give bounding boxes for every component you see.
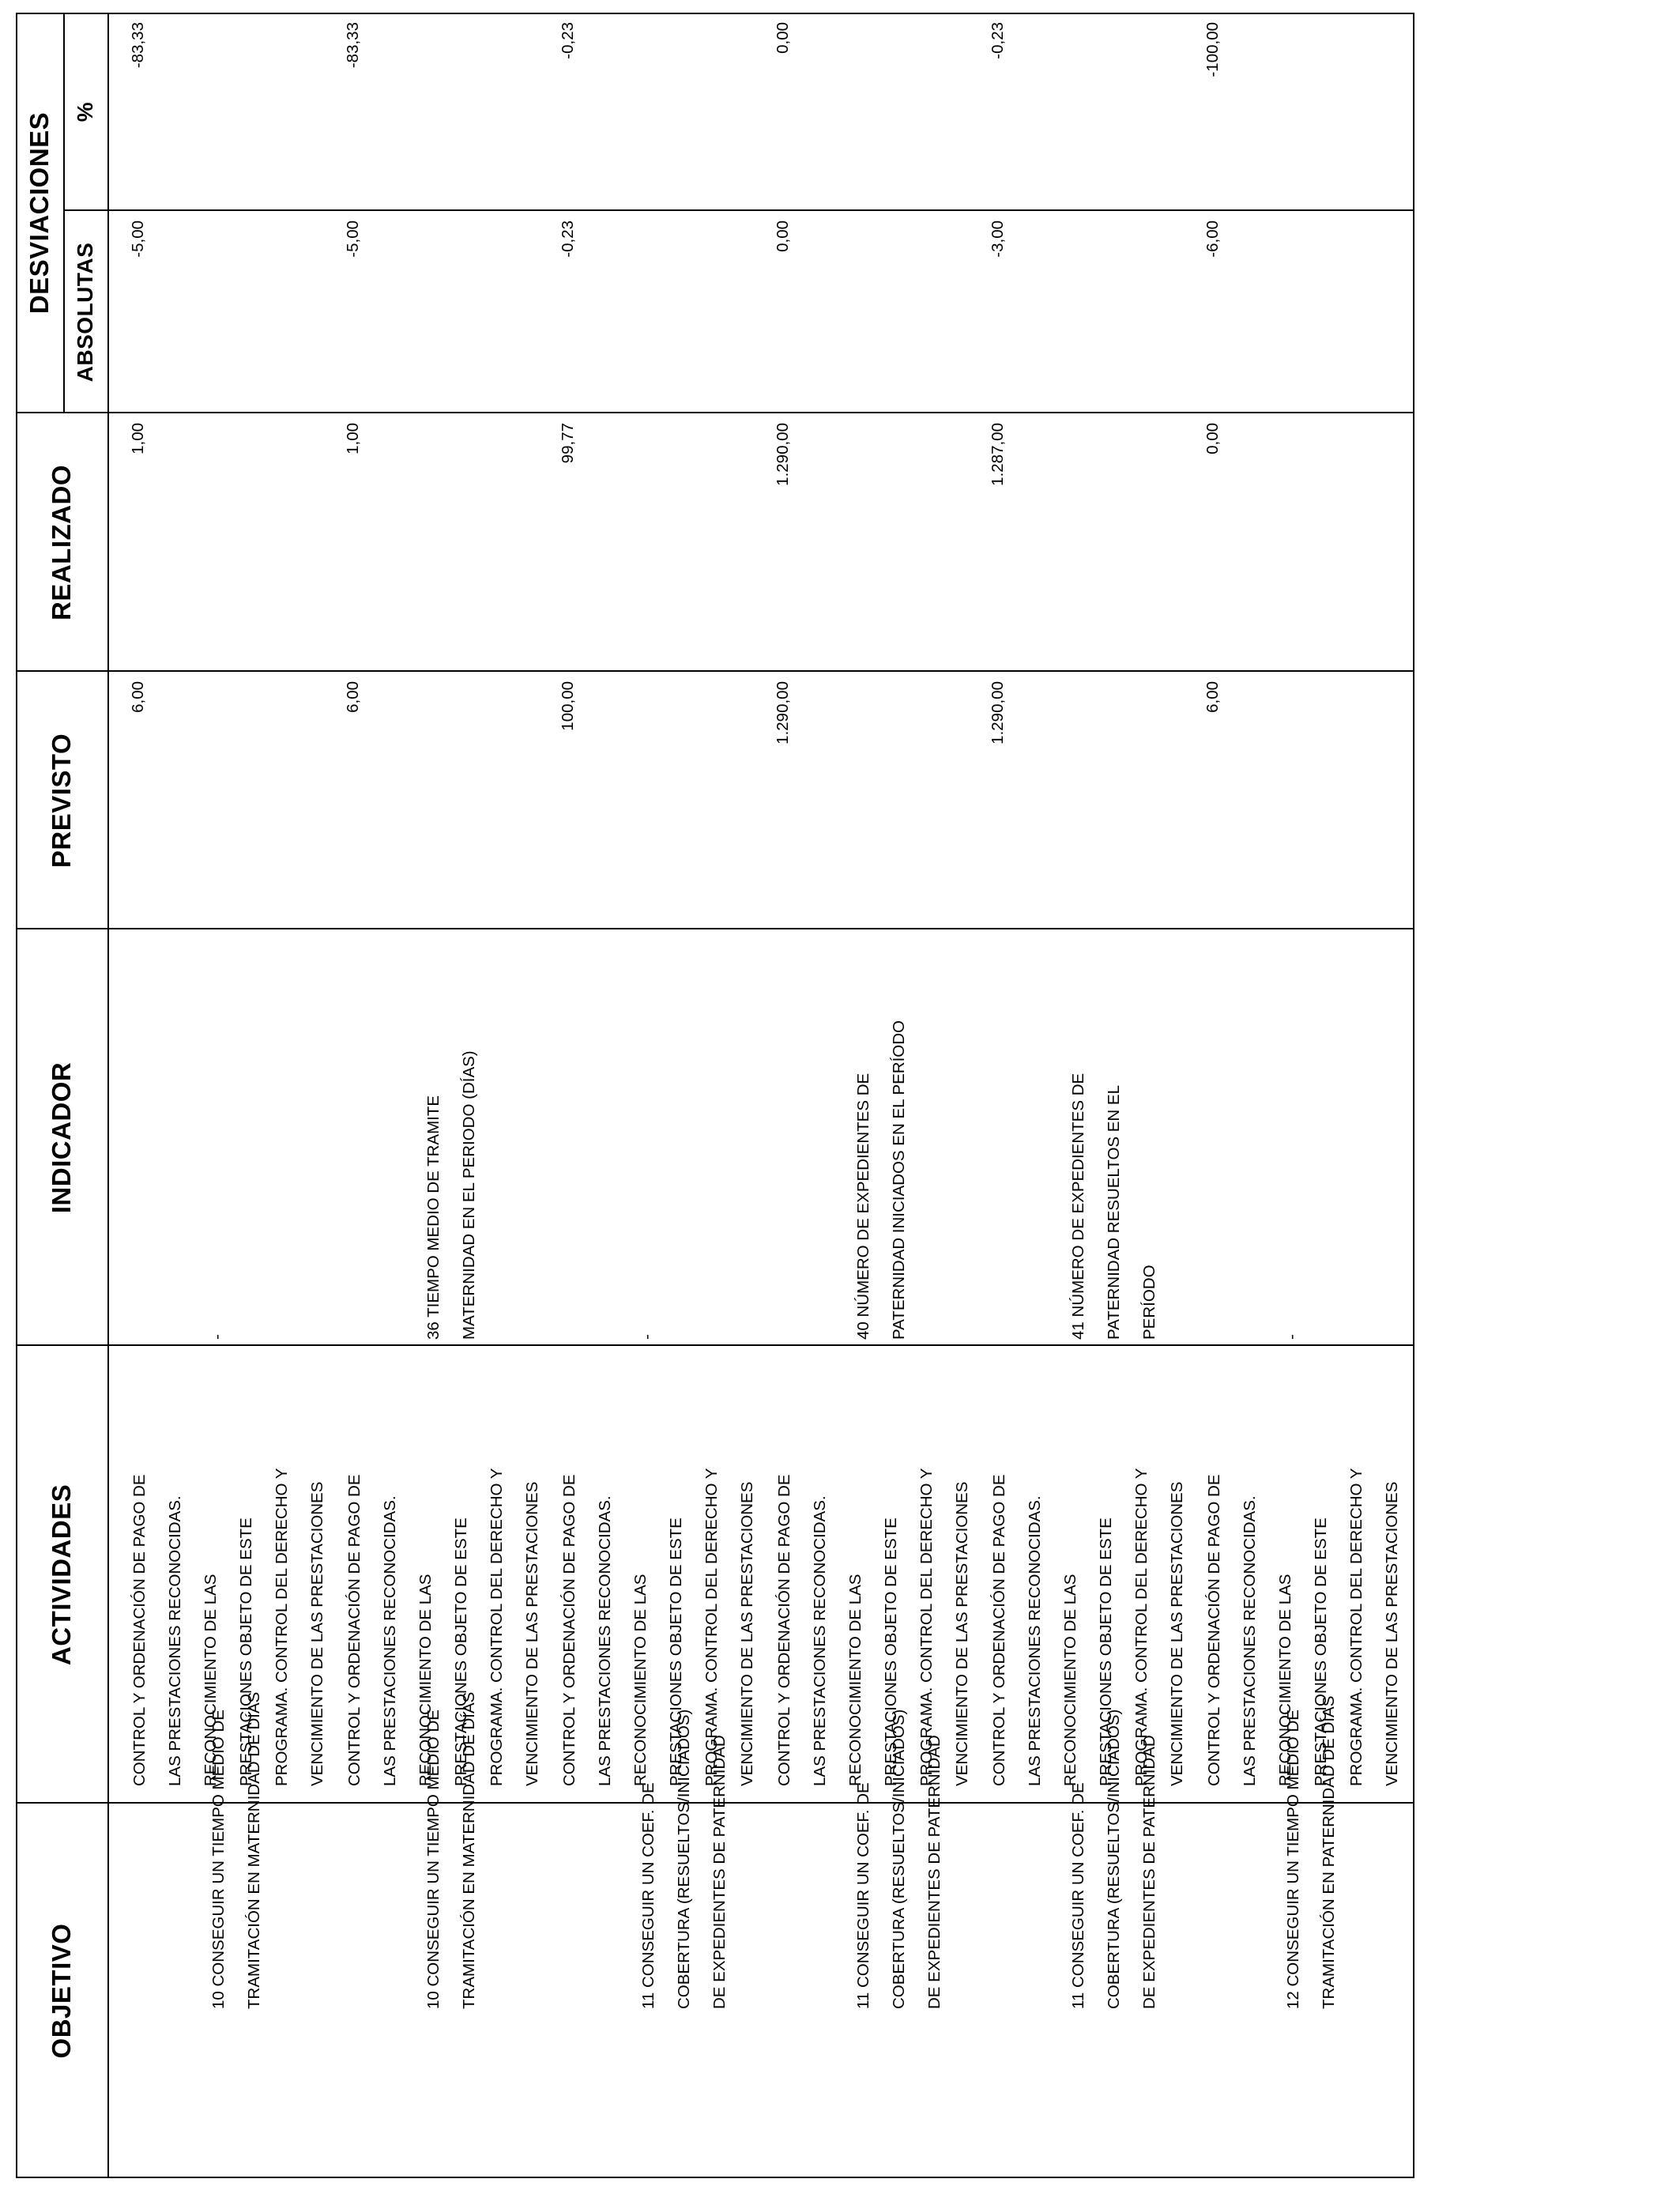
column-divider bbox=[16, 1344, 1414, 1346]
indicador-text: PERÍODO bbox=[1140, 1265, 1158, 1340]
actividades-cell bbox=[122, 1468, 335, 1786]
indicator-table bbox=[16, 13, 1414, 2178]
actividades-text: RECONOCIMIENTO DE LAS bbox=[1061, 1574, 1079, 1786]
header-actividades: ACTIVIDADES bbox=[47, 1483, 76, 1666]
header-divider bbox=[107, 13, 109, 2178]
actividades-text: CONTROL Y ORDENACIÓN DE PAGO DE bbox=[130, 1474, 149, 1786]
actividades-text: PRESTACIONES OBJETO DE ESTE bbox=[237, 1517, 255, 1786]
porcentaje-value: -83,33 bbox=[344, 22, 362, 69]
porcentaje-value: -83,33 bbox=[129, 22, 147, 69]
actividades-cell bbox=[767, 1468, 980, 1786]
actividades-text: PRESTACIONES OBJETO DE ESTE bbox=[667, 1517, 685, 1786]
actividades-text: PROGRAMA. CONTROL DEL DERECHO Y bbox=[703, 1468, 721, 1786]
actividades-text: PRESTACIONES OBJETO DE ESTE bbox=[452, 1517, 470, 1786]
objetivo-text: 11 CONSEGUIR UN COEF. DE bbox=[854, 1782, 872, 2009]
actividades-text: PROGRAMA. CONTROL DEL DERECHO Y bbox=[917, 1468, 936, 1786]
previsto-value: 100,00 bbox=[559, 681, 577, 731]
actividades-text: PROGRAMA. CONTROL DEL DERECHO Y bbox=[1132, 1468, 1151, 1786]
header-desviaciones: DESVIACIONES bbox=[24, 111, 54, 315]
absolutas-value: -0,23 bbox=[559, 221, 577, 258]
indicador-empty-dash: - bbox=[638, 1334, 656, 1340]
actividades-text: PRESTACIONES OBJETO DE ESTE bbox=[1097, 1517, 1115, 1786]
actividades-text: LAS PRESTACIONES RECONOCIDAS. bbox=[596, 1495, 614, 1786]
actividades-text: LAS PRESTACIONES RECONOCIDAS. bbox=[166, 1495, 184, 1786]
indicador-text: MATERNIDAD EN EL PERIODO (DÍAS) bbox=[460, 1050, 478, 1340]
previsto-value: 1.290,00 bbox=[989, 681, 1007, 745]
actividades-text: PROGRAMA. CONTROL DEL DERECHO Y bbox=[488, 1468, 506, 1786]
indicador-text: 40 NÚMERO DE EXPEDIENTES DE bbox=[854, 1072, 872, 1340]
column-divider bbox=[16, 412, 1414, 413]
actividades-text: RECONOCIMIENTO DE LAS bbox=[1276, 1574, 1294, 1786]
porcentaje-value: -0,23 bbox=[989, 22, 1007, 59]
table-border-left bbox=[16, 2177, 1414, 2178]
header-objetivo: OBJETIVO bbox=[47, 1923, 76, 2059]
realizado-value: 1,00 bbox=[344, 423, 362, 454]
actividades-text: CONTROL Y ORDENACIÓN DE PAGO DE bbox=[560, 1474, 578, 1786]
realizado-value: 1.290,00 bbox=[774, 423, 792, 486]
objetivo-text: DE EXPEDIENTES DE PATERNIDAD bbox=[710, 1735, 729, 2009]
header-absolutas: ABSOLUTAS bbox=[73, 242, 97, 383]
objetivo-text: TRAMITACIÓN EN MATERNIDAD DE DÍAS bbox=[245, 1691, 263, 2009]
actividades-text: PROGRAMA. CONTROL DEL DERECHO Y bbox=[273, 1468, 291, 1786]
indicador-cell bbox=[1060, 1073, 1167, 1340]
porcentaje-value: 0,00 bbox=[774, 22, 792, 54]
objetivo-text: 11 CONSEGUIR UN COEF. DE bbox=[1069, 1782, 1087, 2009]
indicador-text: 36 TIEMPO MEDIO DE TRAMITE bbox=[424, 1095, 443, 1340]
objetivo-text: DE EXPEDIENTES DE PATERNIDAD bbox=[1140, 1735, 1158, 2009]
actividades-text: RECONOCIMIENTO DE LAS bbox=[202, 1574, 220, 1786]
indicador-text: PATERNIDAD INICIADOS EN EL PERÍODO bbox=[890, 1020, 908, 1340]
header-porcentaje: % bbox=[73, 101, 97, 123]
actividades-text: RECONOCIMIENTO DE LAS bbox=[846, 1574, 864, 1786]
indicador-cell bbox=[416, 1050, 487, 1340]
objetivo-text: TRAMITACIÓN EN MATERNIDAD DE DÍAS bbox=[460, 1691, 478, 2009]
actividades-text: LAS PRESTACIONES RECONOCIDAS. bbox=[811, 1495, 829, 1786]
realizado-value: 99,77 bbox=[559, 423, 577, 464]
indicador-empty-dash: - bbox=[208, 1334, 226, 1340]
previsto-value: 6,00 bbox=[129, 681, 147, 713]
indicador-empty-dash: - bbox=[1283, 1334, 1301, 1340]
actividades-text: LAS PRESTACIONES RECONOCIDAS. bbox=[381, 1495, 399, 1786]
objetivo-text: DE EXPEDIENTES DE PATERNIDAD bbox=[925, 1735, 944, 2009]
absolutas-value: -6,00 bbox=[1203, 221, 1222, 258]
actividades-text: PROGRAMA. CONTROL DEL DERECHO Y bbox=[1347, 1468, 1365, 1786]
actividades-text: RECONOCIMIENTO DE LAS bbox=[416, 1574, 435, 1786]
absolutas-value: -3,00 bbox=[989, 221, 1007, 258]
objetivo-text: COBERTURA (RESUELTOS/INICIADOS) bbox=[1105, 1709, 1123, 2009]
absolutas-value: -5,00 bbox=[344, 221, 362, 258]
actividades-cell bbox=[1196, 1468, 1410, 1786]
actividades-text: PRESTACIONES OBJETO DE ESTE bbox=[1312, 1517, 1330, 1786]
actividades-text: VENCIMIENTO DE LAS PRESTACIONES bbox=[1168, 1481, 1186, 1786]
actividades-text: RECONOCIMIENTO DE LAS bbox=[631, 1574, 650, 1786]
actividades-cell bbox=[981, 1468, 1195, 1786]
column-divider bbox=[16, 928, 1414, 929]
actividades-text: CONTROL Y ORDENACIÓN DE PAGO DE bbox=[345, 1474, 363, 1786]
actividades-text: CONTROL Y ORDENACIÓN DE PAGO DE bbox=[1205, 1474, 1223, 1786]
porcentaje-value: -0,23 bbox=[559, 22, 577, 59]
indicador-text: 41 NÚMERO DE EXPEDIENTES DE bbox=[1069, 1072, 1087, 1340]
actividades-text: VENCIMIENTO DE LAS PRESTACIONES bbox=[738, 1481, 756, 1786]
actividades-text: VENCIMIENTO DE LAS PRESTACIONES bbox=[308, 1481, 326, 1786]
table-border-bottom bbox=[1413, 13, 1414, 2178]
objetivo-text: 10 CONSEGUIR UN TIEMPO MEDIO DE bbox=[424, 1710, 443, 2009]
objetivo-text: COBERTURA (RESUELTOS/INICIADOS) bbox=[675, 1709, 693, 2009]
realizado-value: 1,00 bbox=[129, 423, 147, 454]
actividades-text: VENCIMIENTO DE LAS PRESTACIONES bbox=[953, 1481, 971, 1786]
objetivo-text: TRAMITACIÓN EN PATERNIDAD DE DÍAS bbox=[1320, 1695, 1338, 2009]
column-divider bbox=[63, 209, 1414, 211]
header-indicador: INDICADOR bbox=[47, 1061, 76, 1214]
actividades-cell bbox=[337, 1468, 550, 1786]
actividades-text: LAS PRESTACIONES RECONOCIDAS. bbox=[1241, 1495, 1259, 1786]
realizado-value: 0,00 bbox=[1203, 423, 1222, 454]
previsto-value: 6,00 bbox=[1203, 681, 1222, 713]
objetivo-text: COBERTURA (RESUELTOS/INICIADOS) bbox=[890, 1709, 908, 2009]
actividades-text: VENCIMIENTO DE LAS PRESTACIONES bbox=[1383, 1481, 1401, 1786]
porcentaje-value: -100,00 bbox=[1203, 22, 1222, 77]
absolutas-value: 0,00 bbox=[774, 221, 792, 252]
absolutas-value: -5,00 bbox=[129, 221, 147, 258]
indicador-cell bbox=[846, 1020, 917, 1340]
previsto-value: 6,00 bbox=[344, 681, 362, 713]
column-divider bbox=[16, 670, 1414, 672]
objetivo-text: 10 CONSEGUIR UN TIEMPO MEDIO DE bbox=[209, 1710, 228, 2009]
actividades-text: VENCIMIENTO DE LAS PRESTACIONES bbox=[523, 1481, 541, 1786]
previsto-value: 1.290,00 bbox=[774, 681, 792, 745]
actividades-text: CONTROL Y ORDENACIÓN DE PAGO DE bbox=[775, 1474, 793, 1786]
actividades-cell bbox=[552, 1468, 765, 1786]
objetivo-text: 11 CONSEGUIR UN COEF. DE bbox=[639, 1782, 657, 2009]
indicador-text: PATERNIDAD RESUELTOS EN EL bbox=[1105, 1084, 1123, 1340]
header-previsto: PREVISTO bbox=[47, 733, 76, 869]
actividades-text: LAS PRESTACIONES RECONOCIDAS. bbox=[1026, 1495, 1044, 1786]
actividades-text: CONTROL Y ORDENACIÓN DE PAGO DE bbox=[990, 1474, 1008, 1786]
objetivo-text: 12 CONSEGUIR UN TIEMPO MEDIO DE bbox=[1284, 1710, 1302, 2009]
actividades-text: PRESTACIONES OBJETO DE ESTE bbox=[882, 1517, 900, 1786]
header-realizado: REALIZADO bbox=[47, 465, 76, 620]
table-border-right bbox=[16, 13, 1414, 14]
realizado-value: 1.287,00 bbox=[989, 423, 1007, 486]
